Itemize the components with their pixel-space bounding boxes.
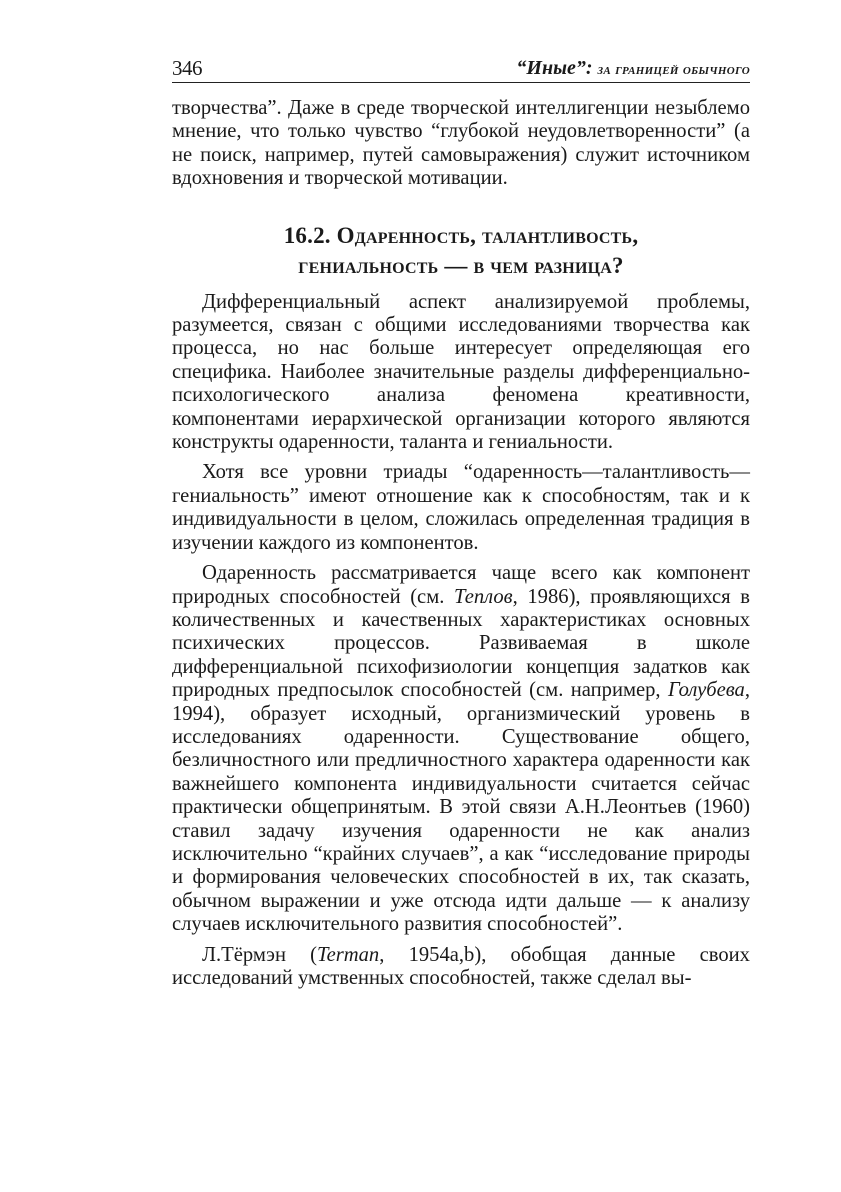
paragraph-4 [172,944,750,991]
paragraph-1: Дифференциальный аспект анализируемой проблемы, разумеется, связан с общими исследованиями творчества как процесса, но нас больше интересует определяющая его специфика. Наиболее значительные разделы дифференциально-психологического анализа феномена креативности, компонентами иерархической организации которого являются конструкты одаренности, таланта и гениальности. [172,290,750,454]
continued-paragraph: творчества”. Даже в среде творческой интеллигенции незыблемо мнение, что только чувство “глубокой неудовлетворенности” (а не поиск, например, путей самовыражения) служит источником вдохновения и творческой мотивации. [172,97,750,190]
running-title-rest: за границей обычного [597,62,750,78]
paragraph-3-text-c: , 1994), образует исходный, организмический уровень в исследованиях одаренности. Существование общего, безличностного или предличностного характера одаренности как важнейшего компонента индивидуальности считается сейчас практически общепринятым. В этой связи А.Н.Леонтьев (1960) ставил задачу изучения одаренности не как анализ исключительно “крайних случаев”, а как “исследование природы и формирования человеческих способностей в их, так сказать, обычном выражении и уже отсюда идти дальше — к анализу случаев исключительного развития способностей”. [172,679,750,936]
citation-golubeva: Голубева [667,679,745,702]
paragraph-2: Хотя все уровни триады “одаренность—талантливость—гениальность” имеют отношение как к способностям, так и к индивидуальности в целом, сложилась определенная традиция в изучении каждого из компонентов. [172,461,750,554]
paragraph-3-text-b: , 1986), проявляющихся в количественных и качественных характеристиках основных психических процессов. Развиваемая в школе дифференциальной психофизиологии концепция задатков как природных предпосылок способностей (см. например, [172,585,750,702]
running-title [516,57,750,80]
page-body [172,97,750,997]
citation-teplov: Теплов [454,585,513,608]
running-header [172,56,750,83]
paragraph-3-text-a: Одаренность рассматривается чаще всего как компонент природных способностей (см. [172,562,750,608]
running-title-lead: “Иные”: [516,57,593,79]
paragraph-3 [172,562,750,937]
section-title-line1: Одаренность, талантливость, [336,222,639,248]
section-title-line2: гениальность — в чем разница? [298,252,624,278]
paragraph-4-text-b: , 1954a,b), обобщая данные своих исследований умственных способностей, также сделал вы- [172,943,750,989]
section-heading [172,221,750,281]
paragraph-4-text-a: Л.Тёрмэн ( [202,943,318,966]
citation-terman: Terman [317,943,380,966]
section-number: 16.2. [283,222,331,248]
page-number: 346 [172,56,202,80]
